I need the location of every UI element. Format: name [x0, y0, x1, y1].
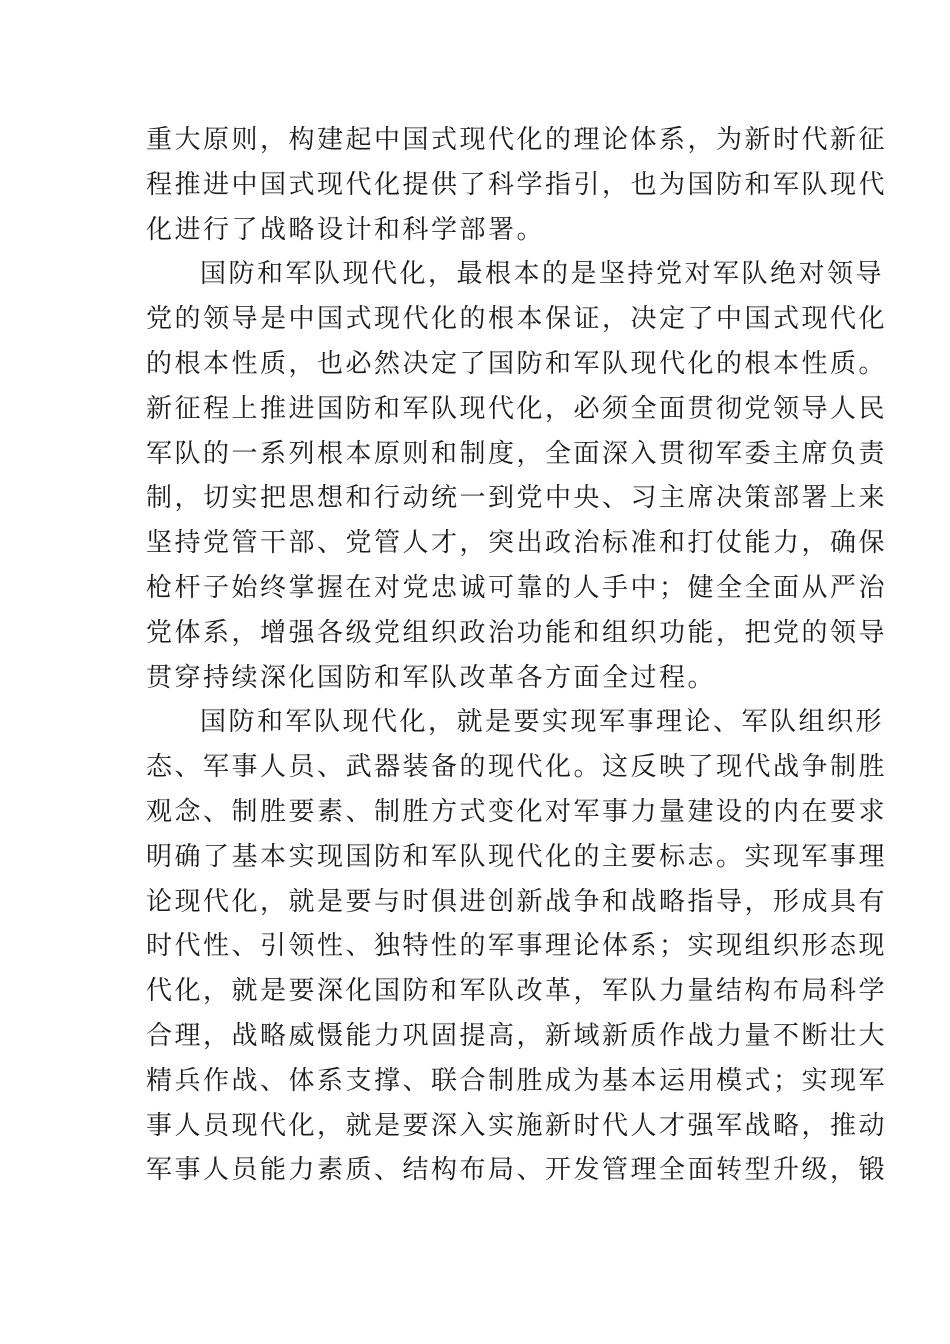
text-line: 贯穿持续深化国防和军队改革各方面全过程。: [146, 662, 717, 693]
text-line: 程推进中国式现代化提供了科学指引，也为国防和军队现代: [146, 169, 888, 200]
text-line: 时代性、引领性、独特性的军事理论体系；实现组织形态现: [146, 931, 888, 962]
paragraph-1: [146, 118, 888, 252]
text-line: 重大原则，构建起中国式现代化的理论体系，为新时代新征: [146, 125, 888, 155]
text-line: 论现代化，就是要与时俱进创新战争和战略指导，形成具有: [146, 886, 888, 917]
text-line: 国防和军队现代化，最根本的是坚持党对军队绝对领导: [200, 259, 885, 290]
paragraph-3: [146, 700, 888, 1193]
text-line: 党体系，增强各级党组织政治功能和组织功能，把党的领导: [146, 617, 888, 648]
text-line: 合理，战略威慑能力巩固提高，新域新质作战力量不断壮大: [146, 1020, 888, 1051]
paragraph-2: [146, 252, 888, 700]
text-line: 代化，就是要深化国防和军队改革，军队力量结构布局科学: [146, 976, 888, 1007]
text-line: 国防和军队现代化，就是要实现军事理论、军队组织形: [200, 707, 885, 738]
text-line: 精兵作战、体系支撑、联合制胜成为基本运用模式；实现军: [146, 1065, 888, 1096]
text-line: 态、军事人员、武器装备的现代化。这反映了现代战争制胜: [146, 752, 888, 783]
text-line: 的根本性质，也必然决定了国防和军队现代化的根本性质。: [146, 348, 888, 379]
text-line: 明确了基本实现国防和军队现代化的主要标志。实现军事理: [146, 841, 888, 872]
text-line: 军事人员能力素质、结构布局、开发管理全面转型升级，锻: [146, 1155, 888, 1186]
text-line: 观念、制胜要素、制胜方式变化对军事力量建设的内在要求: [146, 796, 888, 827]
text-line: 军队的一系列根本原则和制度，全面深入贯彻军委主席负责: [146, 438, 888, 469]
text-line: 新征程上推进国防和军队现代化，必须全面贯彻党领导人民: [146, 393, 888, 424]
text-line: 化进行了战略设计和科学部署。: [146, 214, 546, 245]
text-line: 制，切实把思想和行动统一到党中央、习主席决策部署上来: [146, 483, 888, 514]
text-line: 枪杆子始终掌握在对党忠诚可靠的人手中；健全全面从严治: [146, 572, 888, 603]
text-line: 党的领导是中国式现代化的根本保证，决定了中国式现代化: [146, 304, 888, 335]
text-line: 事人员现代化，就是要深入实施新时代人才强军战略，推动: [146, 1110, 888, 1141]
text-line: 坚持党管干部、党管人才，突出政治标准和打仗能力，确保: [146, 528, 888, 559]
document-body: [146, 118, 888, 1193]
